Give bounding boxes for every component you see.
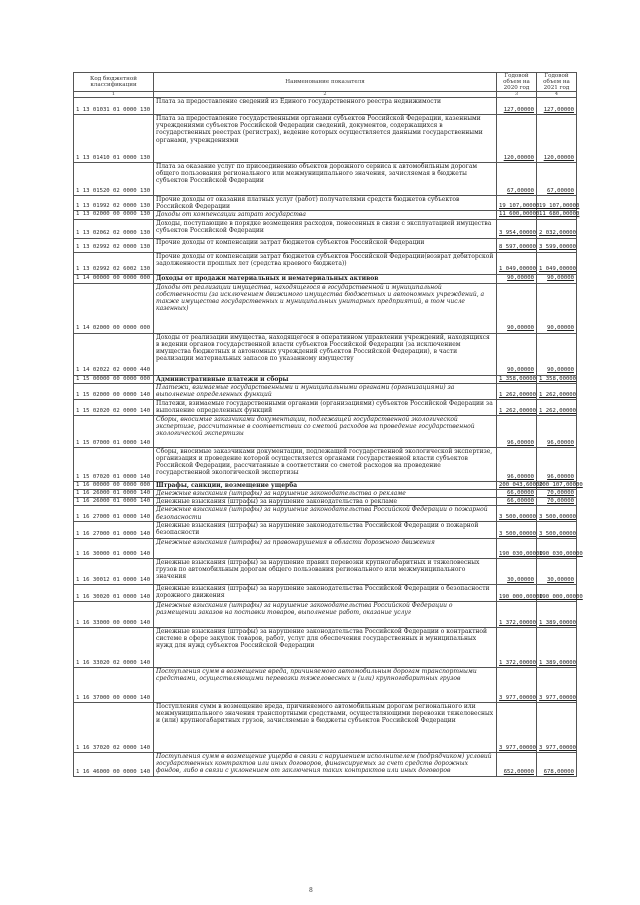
row-value-2020: 200 043,60000 xyxy=(497,481,537,489)
row-value-2020: 190 030,00000 xyxy=(497,538,537,558)
column-index: 3 xyxy=(497,92,537,98)
row-value-2021: 67,00000 xyxy=(537,163,577,196)
row-name: Денежные взыскания (штрафы) за нарушение законодательства о рекламе xyxy=(154,498,497,506)
table-row xyxy=(74,219,577,238)
row-code: 1 16 46000 00 0000 140 xyxy=(74,752,154,776)
row-value-2021: 19 107,00000 xyxy=(537,196,577,211)
row-code: 1 13 02062 02 0000 130 xyxy=(74,219,154,238)
row-code: 1 13 01520 02 0000 130 xyxy=(74,163,154,196)
row-name: Плата за предоставление сведений из Единого государственного реестра недвижимости xyxy=(154,98,497,115)
table-row xyxy=(74,415,577,447)
row-value-2020: 3 977,00000 xyxy=(497,702,537,752)
table-row xyxy=(74,447,577,481)
table-row xyxy=(74,538,577,558)
row-value-2021: 70,00000 xyxy=(537,490,577,498)
row-code: 1 15 07000 01 0000 140 xyxy=(74,415,154,447)
row-name: Доходы от реализации имущества, находящегося в оперативном управлении учреждений, находящихся в ведении органов государственной власти субъектов Российской Федерации (за исключением имущества бюджетных и автономных учреждений субъектов Российской Федерации), в части реализации материальных запасов по указанному имуществу xyxy=(154,333,497,375)
row-value-2020: 120,00000 xyxy=(497,115,537,163)
row-value-2020: 190 000,00000 xyxy=(497,584,537,601)
row-value-2021: 3 977,00000 xyxy=(537,702,577,752)
row-code: 1 16 27000 01 0000 140 xyxy=(74,506,154,521)
row-code: 1 16 30000 01 0000 140 xyxy=(74,538,154,558)
row-name: Платежи, взимаемые государственными органами (организациями) субъектов Российской Федерации за выполнение определенных функций xyxy=(154,399,497,415)
column-index: 4 xyxy=(537,92,577,98)
table-row xyxy=(74,627,577,667)
table-row xyxy=(74,667,577,702)
row-value-2020: 96,00000 xyxy=(497,447,537,481)
row-value-2020: 90,00000 xyxy=(497,274,537,283)
header-name: Наименование показателя xyxy=(154,73,497,92)
table-row xyxy=(74,98,577,115)
row-value-2020: 127,00000 xyxy=(497,98,537,115)
row-value-2020: 96,00000 xyxy=(497,415,537,447)
row-value-2021: 3 977,00000 xyxy=(537,667,577,702)
budget-table-page xyxy=(73,72,583,777)
row-value-2020: 3 954,00000 xyxy=(497,219,537,238)
row-name: Платежи, взимаемые государственными и муниципальными органами (организациями) за выполнение определенных функций xyxy=(154,383,497,399)
row-code: 1 15 00000 00 0000 000 xyxy=(74,375,154,383)
row-name: Денежные взыскания (штрафы) за нарушение законодательства Российской Федерации о пожарной безопасности xyxy=(154,506,497,521)
row-value-2021: 678,00000 xyxy=(537,752,577,776)
row-code: 1 13 01410 01 0000 130 xyxy=(74,115,154,163)
row-value-2020: 1 372,00000 xyxy=(497,627,537,667)
row-code: 1 13 01031 01 0000 130 xyxy=(74,98,154,115)
table-row xyxy=(74,702,577,752)
row-value-2020: 1 049,00000 xyxy=(497,252,537,274)
row-value-2021: 96,00000 xyxy=(537,447,577,481)
row-value-2020: 90,00000 xyxy=(497,283,537,333)
row-code: 1 16 37020 02 0000 140 xyxy=(74,702,154,752)
row-name: Денежные взыскания (штрафы) за нарушение законодательства Российской Федерации о контрактной системе в сфере закупок товаров, работ, услуг для обеспечения государственных и муниципальных нужд для нужд субъектов Российской Федерации xyxy=(154,627,497,667)
row-value-2021: 90,00000 xyxy=(537,333,577,375)
row-name: Денежные взыскания (штрафы) за нарушение законодательства Российской Федерации о размещении заказов на поставки товаров, выполнение работ, оказание услуг xyxy=(154,601,497,627)
row-value-2020: 11 600,00000 xyxy=(497,211,537,219)
row-name: Сборы, вносимые заказчиками документации, подлежащей государственной экологической экспертизе, рассчитанные в соответствии со сметой расходов на проведение государственной экологической экспертизы xyxy=(154,415,497,447)
table-row xyxy=(74,506,577,521)
row-value-2020: 3 500,00000 xyxy=(497,506,537,521)
row-value-2021: 90,00000 xyxy=(537,274,577,283)
table-row xyxy=(74,252,577,274)
table-body xyxy=(74,98,583,777)
row-name: Административные платежи и сборы xyxy=(154,375,497,383)
row-value-2021: 3 599,00000 xyxy=(537,238,577,252)
row-code: 1 13 01992 02 0000 130 xyxy=(74,196,154,211)
row-value-2021: 190 030,00000 xyxy=(537,538,577,558)
row-code: 1 16 37000 00 0000 140 xyxy=(74,667,154,702)
header-2020: Годовой объем на 2020 год xyxy=(497,73,537,92)
row-name: Денежные взыскания (штрафы) за нарушение законодательства о рекламе xyxy=(154,490,497,498)
row-code: 1 13 02000 00 0000 130 xyxy=(74,211,154,219)
row-value-2020: 30,00000 xyxy=(497,558,537,584)
table-row xyxy=(74,196,577,211)
row-value-2020: 652,00000 xyxy=(497,752,537,776)
page-number: 8 xyxy=(309,887,313,894)
table-row xyxy=(74,211,577,219)
row-code: 1 13 02992 02 0000 130 xyxy=(74,238,154,252)
row-code: 1 16 33020 02 0000 140 xyxy=(74,627,154,667)
row-value-2020: 19 107,00000 xyxy=(497,196,537,211)
row-value-2021: 1 389,00000 xyxy=(537,601,577,627)
row-value-2021: 127,00000 xyxy=(537,98,577,115)
row-code: 1 15 02020 02 0000 140 xyxy=(74,399,154,415)
row-value-2021: 120,00000 xyxy=(537,115,577,163)
row-value-2021: 200 107,00000 xyxy=(537,481,577,489)
row-value-2020: 1 358,00000 xyxy=(497,375,537,383)
row-value-2021: 3 500,00000 xyxy=(537,521,577,538)
table-row xyxy=(74,481,577,489)
row-name: Поступления сумм в возмещение ущерба в связи с нарушением исполнителем (подрядчиком) условий государственных контрактов или иных договоров, финансируемых за счет средств дорожных фондов, либо в связи с уклонением от заключения таких контрактов или иных договоров xyxy=(154,752,497,776)
row-name: Денежные взыскания (штрафы) за правонарушения в области дорожного движения xyxy=(154,538,497,558)
row-code: 1 14 02022 02 0000 440 xyxy=(74,333,154,375)
row-value-2021: 3 500,00000 xyxy=(537,506,577,521)
row-code: 1 14 02000 00 0000 000 xyxy=(74,283,154,333)
table-row xyxy=(74,752,577,776)
row-value-2020: 1 372,00000 xyxy=(497,601,537,627)
row-code: 1 16 30020 01 0000 140 xyxy=(74,584,154,601)
row-value-2020: 66,00000 xyxy=(497,490,537,498)
row-name: Доходы от продажи материальных и нематериальных активов xyxy=(154,274,497,283)
row-name: Денежные взыскания (штрафы) за нарушение законодательства Российской Федерации о безопасности дорожного движения xyxy=(154,584,497,601)
row-name: Денежные взыскания (штрафы) за нарушение правил перевозки крупногабаритных и тяжеловесных грузов по автомобильным дорогам общего пользования регионального или межмуниципального значения xyxy=(154,558,497,584)
row-name: Плата за оказание услуг по присоединению объектов дорожного сервиса к автомобильным дорогам общего пользования регионального или межмуниципального значения, зачисляемая в бюджеты субъектов Российской Федерации xyxy=(154,163,497,196)
row-code: 1 16 26000 01 0000 140 xyxy=(74,490,154,498)
row-code: 1 15 07020 01 0000 140 xyxy=(74,447,154,481)
table-row xyxy=(74,238,577,252)
table-row xyxy=(74,498,577,506)
row-value-2020: 67,00000 xyxy=(497,163,537,196)
row-name: Доходы от компенсации затрат государства xyxy=(154,211,497,219)
row-name: Доходы от реализации имущества, находящегося в государственной и муниципальной собственности (за исключением движимого имущества бюджетных и автономных учреждений, а также имущества государственных и муниципальных унитарных предприятий, в том числе казенных) xyxy=(154,283,497,333)
row-name: Плата за предоставление государственными органами субъектов Российской Федерации, казенными учреждениями субъектов Российской Федерации сведений, документов, содержащихся в государственных реестрах (регистрах), ведение которых осуществляется данными государственными органами, учреждениями xyxy=(154,115,497,163)
row-code: 1 16 33000 00 0000 140 xyxy=(74,601,154,627)
row-value-2020: 3 977,00000 xyxy=(497,667,537,702)
row-value-2020: 66,00000 xyxy=(497,498,537,506)
table-row xyxy=(74,333,577,375)
row-value-2021: 2 032,00000 xyxy=(537,219,577,238)
row-name: Прочие доходы от оказания платных услуг (работ) получателями средств бюджетов субъектов Российской Федерации xyxy=(154,196,497,211)
table-row xyxy=(74,521,577,538)
table-header-row xyxy=(74,73,577,92)
row-value-2021: 190 000,00000 xyxy=(537,584,577,601)
row-value-2020: 1 262,00000 xyxy=(497,399,537,415)
header-code: Код бюджетной классификации xyxy=(74,73,154,92)
row-value-2021: 30,00000 xyxy=(537,558,577,584)
row-value-2021: 1 262,00000 xyxy=(537,383,577,399)
row-code: 1 16 00000 00 0000 000 xyxy=(74,481,154,489)
row-value-2020: 90,00000 xyxy=(497,333,537,375)
column-index: 1 xyxy=(74,92,154,98)
row-value-2021: 90,00000 xyxy=(537,283,577,333)
row-code: 1 16 26000 01 0000 140 xyxy=(74,498,154,506)
table-row xyxy=(74,584,577,601)
row-value-2021: 96,00000 xyxy=(537,415,577,447)
table-row xyxy=(74,399,577,415)
row-value-2021: 1 262,00000 xyxy=(537,399,577,415)
header-2021: Годовой объем на 2021 год xyxy=(537,73,577,92)
row-name: Поступления сумм в возмещение вреда, причиняемого автомобильным дорогам транспортными средствами, осуществляющими перевозки тяжеловесных и (или) крупногабаритных грузов xyxy=(154,667,497,702)
row-name: Поступления сумм в возмещение вреда, причиняемого автомобильным дорогам регионального или межмуниципального значения транспортными средствами, осуществляющими перевозки тяжеловесных и (или) крупногабаритных грузов, зачисляемые в бюджеты субъектов Российской Федерации xyxy=(154,702,497,752)
row-value-2020: 3 500,00000 xyxy=(497,521,537,538)
row-code: 1 14 00000 00 0000 000 xyxy=(74,274,154,283)
row-name: Прочие доходы от компенсации затрат бюджетов субъектов Российской Федерации xyxy=(154,238,497,252)
row-name: Доходы, поступающие в порядке возмещения расходов, понесенных в связи с эксплуатацией имущества субъектов Российской Федерации xyxy=(154,219,497,238)
row-code: 1 16 27000 01 0000 140 xyxy=(74,521,154,538)
row-name: Прочие доходы от компенсации затрат бюджетов субъектов Российской Федерации(возврат дебиторской задолженности прошлых лет (средства краевого бюджета)) xyxy=(154,252,497,274)
row-code: 1 15 02000 00 0000 140 xyxy=(74,383,154,399)
row-name: Штрафы, санкции, возмещение ущерба xyxy=(154,481,497,489)
row-name: Денежные взыскания (штрафы) за нарушение законодательства Российской Федерации о пожарной безопасности xyxy=(154,521,497,538)
table-row xyxy=(74,383,577,399)
budget-revenue-table xyxy=(73,72,583,777)
table-row xyxy=(74,558,577,584)
table-row xyxy=(74,283,577,333)
row-value-2021: 70,00000 xyxy=(537,498,577,506)
table-row xyxy=(74,115,577,163)
column-index: 2 xyxy=(154,92,497,98)
row-code: 1 13 02992 02 6002 130 xyxy=(74,252,154,274)
row-value-2020: 1 262,00000 xyxy=(497,383,537,399)
row-value-2020: 8 597,00000 xyxy=(497,238,537,252)
table-row xyxy=(74,163,577,196)
table-row xyxy=(74,274,577,283)
row-value-2021: 1 358,00000 xyxy=(537,375,577,383)
table-row xyxy=(74,375,577,383)
table-row xyxy=(74,490,577,498)
row-value-2021: 11 680,00000 xyxy=(537,211,577,219)
row-name: Сборы, вносимые заказчиками документации, подлежащей государственной экологической экспертизе, организация и проведение которой осуществляется органами государственной власти субъектов Российской Федерации, рассчитанные в соответствии со сметой расходов на проведение государственной экологической экспертизы xyxy=(154,447,497,481)
row-value-2021: 1 049,00000 xyxy=(537,252,577,274)
table-row xyxy=(74,601,577,627)
row-value-2021: 1 389,00000 xyxy=(537,627,577,667)
row-code: 1 16 30012 01 0000 140 xyxy=(74,558,154,584)
